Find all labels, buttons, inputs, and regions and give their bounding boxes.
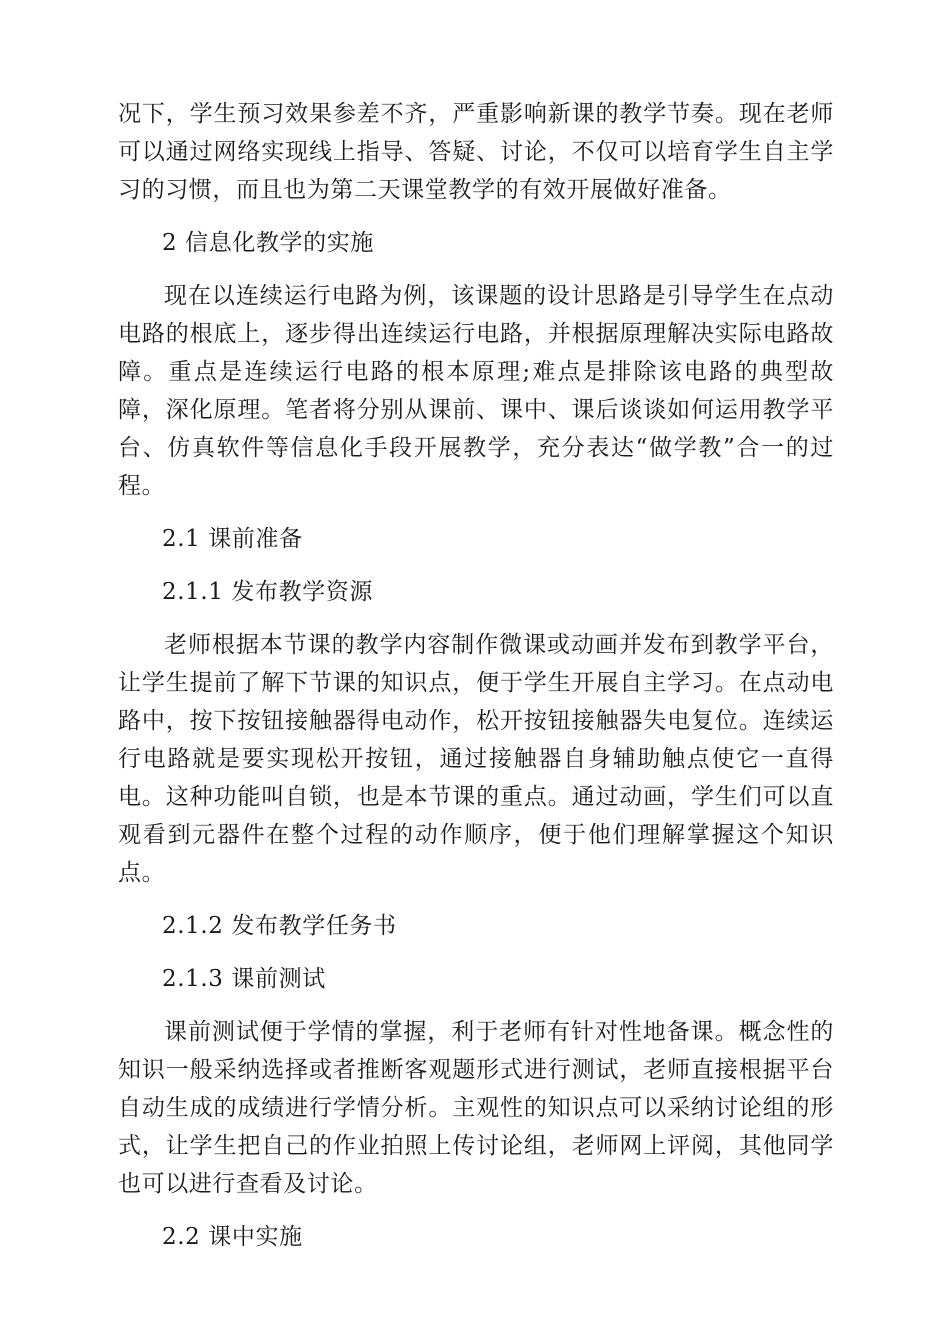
paragraph-resources: 老师根据本节课的教学内容制作微课或动画并发布到教学平台，让学生提前了解下节课的知识点，便于学生开展自主学习。在点动电路中，按下按钮接触器得电动作，松开按钮接触器失电复位。连续运行电路就是要实现松开按钮，通过接触器自身辅助触点使它一直得电。这种功能叫自锁，也是本节课的重点。通过动画，学生们可以直观看到元器件在整个过程的动作顺序，便于他们理解掌握这个知识点。 (118, 632, 834, 886)
section-heading-2-1-2: 2.1.2 发布教学任务书 (162, 913, 397, 939)
section-heading-2: 2 信息化教学的实施 (162, 230, 374, 256)
section-heading-2-1: 2.1 课前准备 (162, 526, 303, 552)
section-heading-2-1-1: 2.1.1 发布教学资源 (162, 579, 374, 605)
section-heading-2-1-3: 2.1.3 课前测试 (162, 966, 326, 992)
document-page (118, 95, 834, 1256)
paragraph-continued: 况下，学生预习效果参差不齐，严重影响新课的教学节奏。现在老师可以通过网络实现线上指导、答疑、讨论，不仅可以培育学生自主学习的习惯，而且也为第二天课堂教学的有效开展做好准备。 (118, 101, 834, 203)
paragraph-pretest: 课前测试便于学情的掌握，利于老师有针对性地备课。概念性的知识一般采纳选择或者推断客观题形式进行测试，老师直接根据平台自动生成的成绩进行学情分析。主观性的知识点可以采纳讨论组的形式，让学生把自己的作业拍照上传讨论组，老师网上评阅，其他同学也可以进行查看及讨论。 (118, 1019, 834, 1197)
paragraph-intro: 现在以连续运行电路为例，该课题的设计思路是引导学生在点动电路的根底上，逐步得出连续运行电路，并根据原理解决实际电路故障。重点是连续运行电路的根本原理;难点是排除该电路的典型故障，深化原理。笔者将分别从课前、课中、课后谈谈如何运用教学平台、仿真软件等信息化手段开展教学，充分表达“做学教”合一的过程。 (118, 283, 834, 499)
section-heading-2-2: 2.2 课中实施 (162, 1224, 303, 1250)
